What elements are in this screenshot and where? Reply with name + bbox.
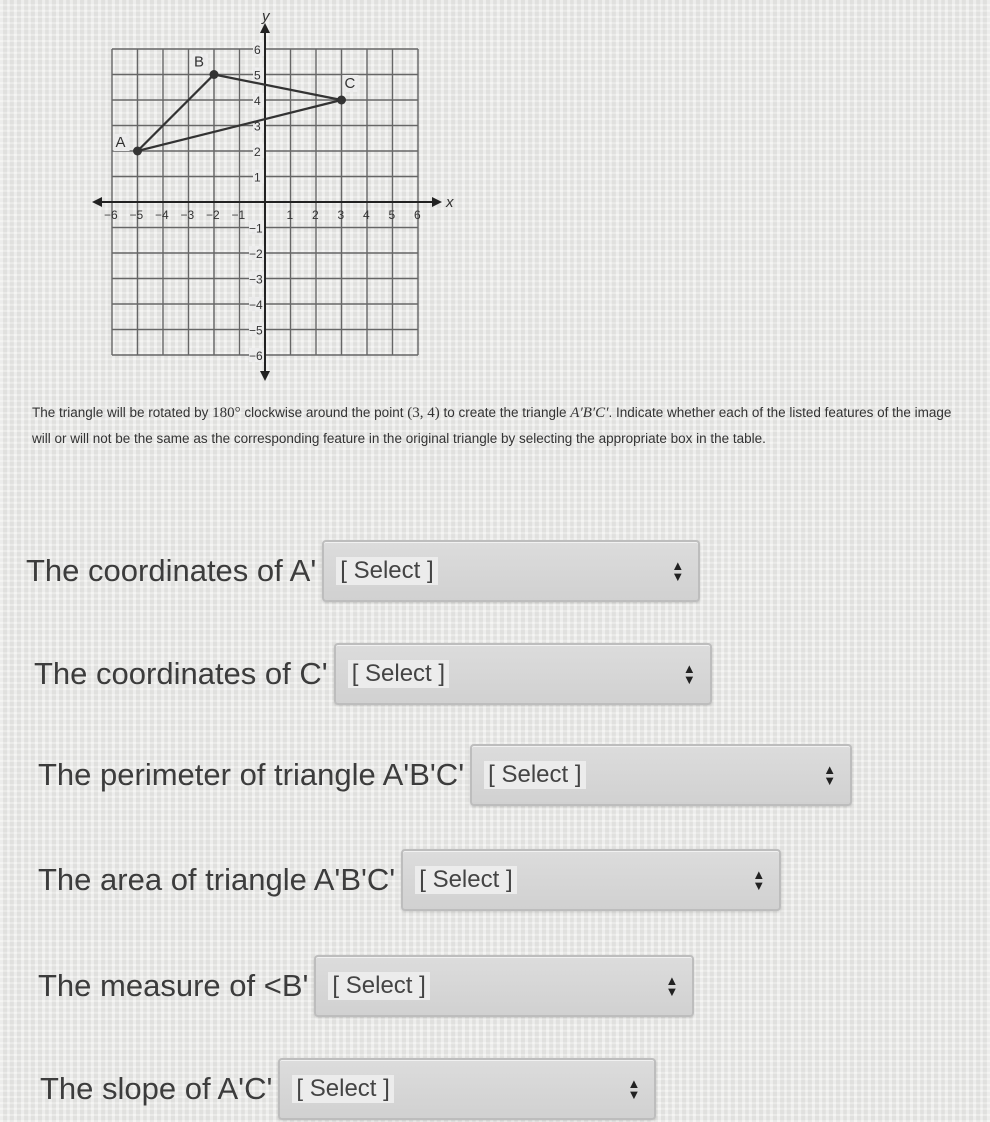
- up-down-arrows-icon: ▲ ▼: [682, 661, 696, 687]
- up-down-arrows-icon: ▲ ▼: [671, 558, 685, 584]
- question-label: The coordinates of A': [26, 553, 317, 588]
- up-down-arrows-icon: ▲ ▼: [627, 1076, 641, 1102]
- perimeter-select[interactable]: [470, 744, 852, 806]
- prompt-part2: clockwise around the point: [240, 405, 408, 420]
- x-tick-label: 5: [388, 208, 396, 222]
- question-label: The perimeter of triangle A'B'C': [38, 757, 465, 792]
- question-row-a-coordinates: [26, 538, 700, 604]
- prompt-part4: . Indicate whether each of the listed features of the image will or will not be the same as the corresponding feature in the original triangle by selecting the appropriate box in the table.: [32, 405, 952, 446]
- question-label: The area of triangle A'B'C': [38, 862, 396, 897]
- x-tick-label: −4: [155, 208, 169, 222]
- angle-b-select[interactable]: [314, 955, 694, 1017]
- select-value: [ Select ]: [336, 557, 437, 585]
- select-value: [ Select ]: [328, 972, 429, 1000]
- y-tick-label: −5: [249, 323, 263, 338]
- x-tick-label: 3: [337, 208, 345, 222]
- select-value: [ Select ]: [484, 761, 585, 789]
- y-tick-label: −6: [249, 349, 263, 363]
- question-label: The measure of <B': [38, 968, 309, 1003]
- coordinate-graph: [0, 0, 470, 390]
- question-row-angle-b: [38, 953, 694, 1019]
- axes: [92, 8, 454, 381]
- question-row-slope: [40, 1056, 656, 1122]
- vertex-c: [337, 96, 346, 105]
- select-value: [ Select ]: [348, 660, 449, 688]
- vertex-b: [210, 70, 219, 79]
- y-tick-label: −3: [249, 272, 263, 287]
- x-tick-label: 6: [414, 208, 421, 222]
- up-down-arrows-icon: ▲ ▼: [823, 762, 837, 788]
- question-label: The slope of A'C': [40, 1071, 273, 1106]
- y-tick-label: −2: [249, 247, 263, 261]
- x-tick-label: 1: [286, 208, 294, 222]
- x-tick-label: −5: [129, 208, 144, 222]
- y-tick-label: 2: [254, 145, 261, 159]
- select-value: [ Select ]: [415, 866, 516, 894]
- coordinates-c-select[interactable]: [334, 643, 712, 705]
- y-tick-label: 4: [254, 94, 261, 108]
- question-label: The coordinates of C': [34, 656, 328, 691]
- rotation-center: (3, 4): [407, 405, 440, 421]
- vertex-label-a: A: [115, 134, 126, 151]
- x-axis-arrow-left: [92, 197, 102, 207]
- y-tick-label: −1: [249, 221, 263, 236]
- up-down-arrows-icon: ▲ ▼: [752, 867, 766, 893]
- image-triangle-name: A′B′C′: [570, 405, 609, 421]
- question-row-area: [38, 847, 781, 913]
- x-tick-label: −2: [206, 208, 220, 222]
- prompt-part3: to create the triangle: [439, 405, 571, 420]
- vertex-label-b: B: [194, 53, 205, 71]
- question-prompt: [32, 400, 962, 452]
- y-axis-arrow-down: [260, 371, 270, 381]
- slope-select[interactable]: [278, 1058, 656, 1120]
- question-row-c-coordinates: [34, 641, 712, 707]
- x-tick-label: −1: [231, 208, 246, 222]
- prompt-part1: The triangle will be rotated by: [32, 405, 213, 420]
- y-tick-label: 3: [254, 119, 261, 134]
- question-row-perimeter: [38, 742, 852, 808]
- x-tick-label: −3: [180, 208, 195, 222]
- x-tick-label: −6: [104, 208, 118, 222]
- y-tick-label: 6: [254, 43, 261, 57]
- y-tick-label: 5: [254, 68, 261, 83]
- x-tick-label: 4: [363, 208, 370, 222]
- x-axis-label: x: [446, 194, 454, 211]
- y-tick-label: 1: [254, 170, 261, 185]
- y-tick-label: −4: [249, 298, 263, 312]
- coordinates-a-select[interactable]: [322, 540, 700, 602]
- x-tick-label: 2: [312, 208, 319, 222]
- select-value: [ Select ]: [292, 1075, 393, 1103]
- triangle-abc: [114, 54, 359, 156]
- y-axis-label: y: [262, 8, 270, 25]
- up-down-arrows-icon: ▲ ▼: [665, 973, 679, 999]
- area-select[interactable]: [401, 849, 781, 911]
- rotation-angle: 180°: [212, 405, 241, 421]
- vertex-a: [133, 147, 142, 156]
- vertex-label-c: C: [344, 75, 356, 92]
- x-axis-arrow-right: [432, 197, 442, 207]
